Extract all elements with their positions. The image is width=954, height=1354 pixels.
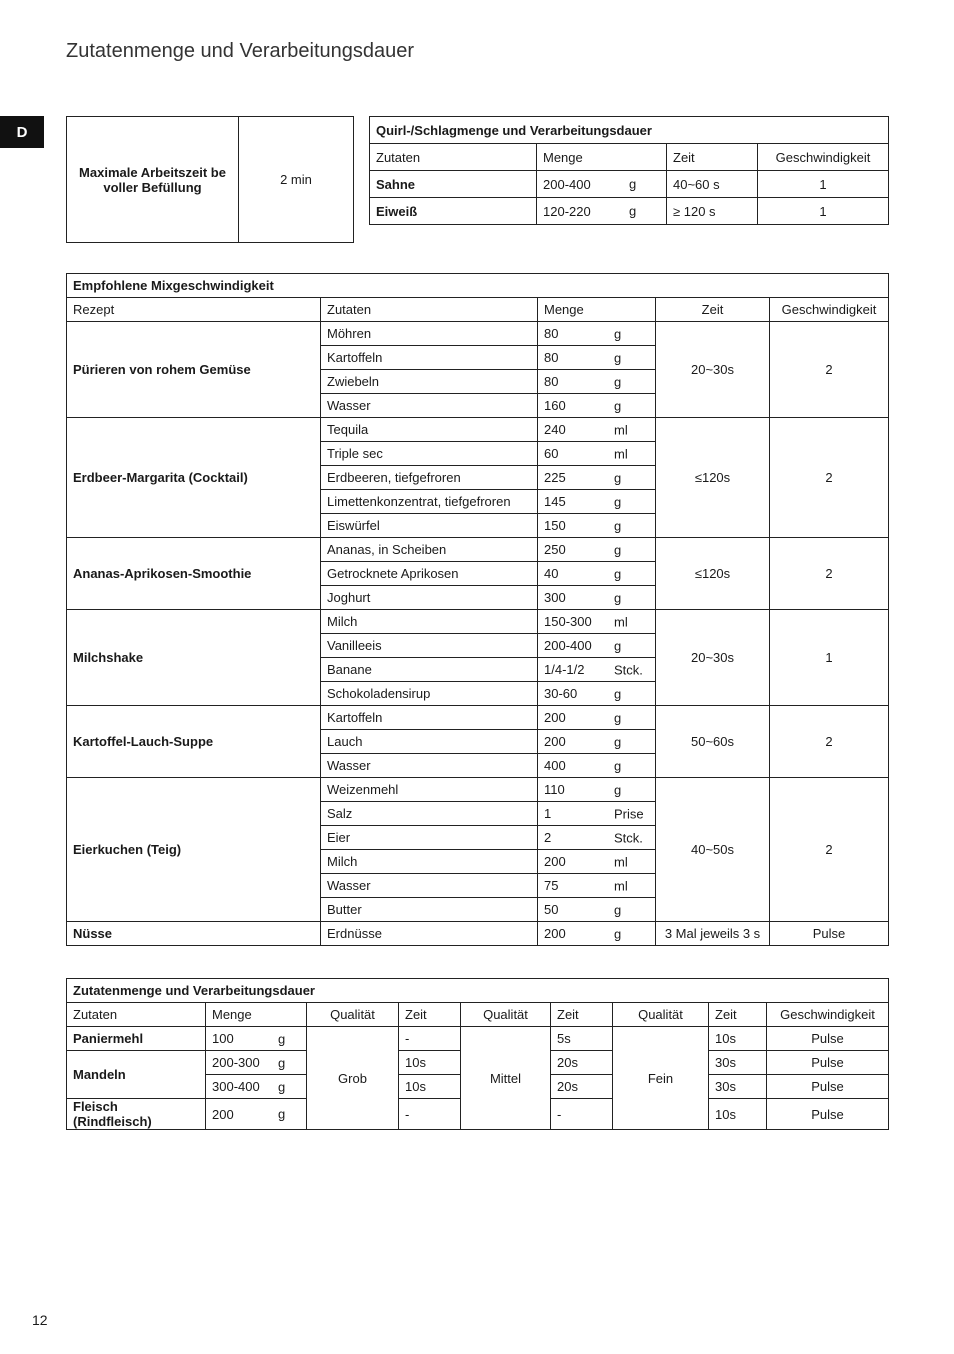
- ingredient-amount: [538, 586, 656, 610]
- recipe-name: Milchshake: [67, 610, 321, 706]
- ingredient-amount: [538, 538, 656, 562]
- amount-unit: ml: [614, 854, 628, 869]
- amount-unit: Prise: [614, 806, 644, 821]
- proc-header-time-1: Zeit: [399, 1003, 461, 1027]
- whip-time: ≥ 120 s: [667, 198, 758, 225]
- ingredient-name: Eier: [321, 826, 538, 850]
- mix-speed-table: [66, 273, 889, 946]
- ingredient-amount: [538, 922, 656, 946]
- proc-header-time-2: Zeit: [551, 1003, 613, 1027]
- whip-speed: 1: [758, 198, 889, 225]
- ingredient-name: Eiswürfel: [321, 514, 538, 538]
- ingredient-amount: [538, 802, 656, 826]
- recipe-time: ≤120s: [656, 538, 770, 610]
- ingredient-amount: [538, 754, 656, 778]
- max-time-label: Maximale Arbeitszeit be voller Befüllung: [67, 117, 239, 243]
- recipe-name: Eierkuchen (Teig): [67, 778, 321, 922]
- page-title: Zutatenmenge und Verarbeitungsdauer: [66, 40, 415, 62]
- table-row: [67, 322, 889, 346]
- proc-time-coarse: -: [399, 1027, 461, 1051]
- amount-unit: g: [614, 758, 622, 773]
- amount-value: 110: [544, 782, 565, 797]
- ingredient-amount: [538, 634, 656, 658]
- amount-unit: g: [614, 566, 622, 581]
- amount-unit: g: [629, 203, 637, 219]
- ingredient-name: Erdnüsse: [321, 922, 538, 946]
- recipe-name: Erdbeer-Margarita (Cocktail): [67, 418, 321, 538]
- proc-header-amount: Menge: [206, 1003, 307, 1027]
- amount-unit: g: [614, 350, 622, 365]
- proc-amount: [206, 1075, 307, 1099]
- ingredient-name: Wasser: [321, 874, 538, 898]
- proc-time-coarse: -: [399, 1099, 461, 1130]
- amount-value: 145: [544, 494, 566, 509]
- proc-header-time-3: Zeit: [709, 1003, 767, 1027]
- amount-unit: g: [614, 518, 622, 533]
- ingredient-name: Erdbeeren, tiefgefroren: [321, 466, 538, 490]
- proc-time-medium: 5s: [551, 1027, 613, 1051]
- ingredient-name: Wasser: [321, 394, 538, 418]
- amount-value: 400: [544, 758, 566, 773]
- ingredient-name: Getrocknete Aprikosen: [321, 562, 538, 586]
- ingredient-amount: [538, 322, 656, 346]
- amount-unit: g: [278, 1079, 286, 1094]
- amount-unit: g: [614, 686, 622, 701]
- recipe-time: 20~30s: [656, 322, 770, 418]
- proc-time-medium: 20s: [551, 1075, 613, 1099]
- max-time-value: 2 min: [239, 117, 354, 243]
- proc-time-coarse: 10s: [399, 1051, 461, 1075]
- table-row: [67, 1027, 889, 1051]
- table-row: [67, 610, 889, 634]
- whip-table-title: Quirl-/Schlagmenge und Verarbeitungsdauer: [370, 117, 889, 144]
- ingredient-name: Milch: [321, 850, 538, 874]
- amount-unit: g: [614, 734, 622, 749]
- recipe-name: Kartoffel-Lauch-Suppe: [67, 706, 321, 778]
- amount-value: 2: [544, 830, 552, 845]
- amount-value: 200: [212, 1106, 234, 1122]
- ingredient-amount: [538, 730, 656, 754]
- proc-item: Mandeln: [67, 1051, 206, 1099]
- proc-time-fine: 30s: [709, 1051, 767, 1075]
- amount-value: 40: [544, 566, 559, 581]
- ingredient-name: Limettenkonzentrat, tiefgefroren: [321, 490, 538, 514]
- proc-header-quality-2: Qualität: [461, 1003, 551, 1027]
- ingredient-name: Kartoffeln: [321, 706, 538, 730]
- ingredient-amount: [538, 514, 656, 538]
- ingredient-name: Ananas, in Scheiben: [321, 538, 538, 562]
- recipe-speed: 2: [770, 706, 889, 778]
- page-number: 12: [32, 1312, 48, 1328]
- ingredient-name: Möhren: [321, 322, 538, 346]
- ingredient-amount: [538, 394, 656, 418]
- whip-time: 40~60 s: [667, 171, 758, 198]
- whip-speed: 1: [758, 171, 889, 198]
- recipe-name: Nüsse: [67, 922, 321, 946]
- ingredient-name: Milch: [321, 610, 538, 634]
- recipe-time: 20~30s: [656, 610, 770, 706]
- ingredient-amount: [538, 466, 656, 490]
- ingredient-name: Triple sec: [321, 442, 538, 466]
- proc-header-speed: Geschwindigkeit: [767, 1003, 889, 1027]
- quality-medium: Mittel: [461, 1027, 551, 1130]
- recipe-time: 3 Mal jeweils 3 s: [656, 922, 770, 946]
- proc-amount: [206, 1027, 307, 1051]
- proc-header-quality-3: Qualität: [613, 1003, 709, 1027]
- amount-value: 300-400: [212, 1079, 260, 1094]
- ingredient-name: Vanilleeis: [321, 634, 538, 658]
- proc-table-title: Zutatenmenge und Verarbeitungsdauer: [67, 979, 889, 1003]
- ingredient-amount: [538, 682, 656, 706]
- table-row: [67, 778, 889, 802]
- recipe-speed: 1: [770, 610, 889, 706]
- mix-header-amount: Menge: [538, 298, 656, 322]
- proc-time-medium: -: [551, 1099, 613, 1130]
- proc-time-coarse: 10s: [399, 1075, 461, 1099]
- amount-value: 100: [212, 1031, 234, 1046]
- table-row: [370, 198, 889, 225]
- recipe-time: ≤120s: [656, 418, 770, 538]
- ingredient-amount: [538, 898, 656, 922]
- proc-time-fine: 30s: [709, 1075, 767, 1099]
- quality-coarse: Grob: [307, 1027, 399, 1130]
- ingredient-amount: [538, 778, 656, 802]
- amount-unit: ml: [614, 446, 628, 461]
- whip-amount: [537, 171, 667, 198]
- proc-speed: Pulse: [767, 1051, 889, 1075]
- amount-value: 300: [544, 590, 566, 605]
- amount-unit: ml: [614, 614, 628, 629]
- amount-unit: ml: [614, 878, 628, 893]
- proc-speed: Pulse: [767, 1027, 889, 1051]
- amount-value: 80: [544, 374, 559, 389]
- amount-unit: g: [278, 1106, 286, 1122]
- amount-unit: g: [614, 710, 622, 725]
- amount-value: 150-300: [544, 614, 592, 629]
- amount-value: 120-220: [543, 203, 591, 219]
- ingredient-amount: [538, 418, 656, 442]
- ingredient-amount: [538, 370, 656, 394]
- proc-time-medium: 20s: [551, 1051, 613, 1075]
- amount-value: 200: [544, 854, 566, 869]
- amount-value: 150: [544, 518, 566, 533]
- table-row: [67, 706, 889, 730]
- amount-unit: g: [614, 374, 622, 389]
- amount-value: 250: [544, 542, 566, 557]
- ingredient-amount: [538, 850, 656, 874]
- table-row: [67, 538, 889, 562]
- amount-value: 160: [544, 398, 566, 413]
- amount-value: 200-400: [544, 638, 592, 653]
- proc-item: Fleisch (Rindfleisch): [67, 1099, 206, 1130]
- whip-amount: [537, 198, 667, 225]
- whip-header-time: Zeit: [667, 144, 758, 171]
- amount-unit: g: [278, 1055, 286, 1070]
- amount-value: 60: [544, 446, 559, 461]
- ingredient-amount: [538, 610, 656, 634]
- ingredient-name: Banane: [321, 658, 538, 682]
- proc-speed: Pulse: [767, 1075, 889, 1099]
- amount-unit: g: [614, 326, 622, 341]
- amount-value: 200-400: [543, 176, 591, 192]
- amount-value: 1: [544, 806, 552, 821]
- ingredient-name: Weizenmehl: [321, 778, 538, 802]
- proc-time-fine: 10s: [709, 1027, 767, 1051]
- amount-value: 1/4-1/2: [544, 662, 585, 677]
- recipe-speed: 2: [770, 418, 889, 538]
- ingredient-amount: [538, 706, 656, 730]
- amount-value: 225: [544, 470, 566, 485]
- whip-item: Eiweiß: [370, 198, 537, 225]
- table-row: [370, 171, 889, 198]
- ingredient-amount: [538, 658, 656, 682]
- recipe-speed: 2: [770, 778, 889, 922]
- proc-header-ingredients: Zutaten: [67, 1003, 206, 1027]
- ingredient-amount: [538, 826, 656, 850]
- mix-header-time: Zeit: [656, 298, 770, 322]
- proc-speed: Pulse: [767, 1099, 889, 1130]
- amount-unit: g: [614, 902, 622, 917]
- amount-unit: g: [629, 176, 637, 192]
- mix-table-title: Empfohlene Mixgeschwindigkeit: [67, 274, 889, 298]
- proc-time-fine: 10s: [709, 1099, 767, 1130]
- amount-unit: g: [614, 470, 622, 485]
- max-time-table: [66, 116, 354, 243]
- amount-value: 240: [544, 422, 566, 437]
- amount-value: 80: [544, 350, 559, 365]
- quality-fine: Fein: [613, 1027, 709, 1130]
- amount-value: 50: [544, 902, 559, 917]
- amount-value: 200: [544, 926, 566, 941]
- recipe-time: 40~50s: [656, 778, 770, 922]
- proc-amount: [206, 1099, 307, 1130]
- ingredient-name: Schokoladensirup: [321, 682, 538, 706]
- amount-unit: Stck.: [614, 830, 643, 845]
- ingredient-name: Zwiebeln: [321, 370, 538, 394]
- recipe-speed: Pulse: [770, 922, 889, 946]
- amount-value: 200: [544, 710, 566, 725]
- amount-value: 30-60: [544, 686, 578, 701]
- recipe-name: Ananas-Aprikosen-Smoothie: [67, 538, 321, 610]
- mix-header-ingredients: Zutaten: [321, 298, 538, 322]
- amount-unit: g: [278, 1031, 286, 1046]
- amount-value: 75: [544, 878, 559, 893]
- mix-header-speed: Geschwindigkeit: [770, 298, 889, 322]
- language-tab: D: [0, 116, 44, 148]
- amount-value: 200: [544, 734, 566, 749]
- recipe-speed: 2: [770, 322, 889, 418]
- ingredient-amount: [538, 562, 656, 586]
- amount-unit: g: [614, 494, 622, 509]
- whip-table: [369, 116, 889, 225]
- amount-unit: g: [614, 398, 622, 413]
- ingredient-name: Joghurt: [321, 586, 538, 610]
- amount-unit: g: [614, 638, 622, 653]
- ingredient-name: Wasser: [321, 754, 538, 778]
- recipe-time: 50~60s: [656, 706, 770, 778]
- ingredient-name: Tequila: [321, 418, 538, 442]
- whip-item: Sahne: [370, 171, 537, 198]
- amount-value: 80: [544, 326, 559, 341]
- amount-unit: ml: [614, 422, 628, 437]
- amount-value: 200-300: [212, 1055, 260, 1070]
- amount-unit: Stck.: [614, 662, 643, 677]
- ingredient-name: Butter: [321, 898, 538, 922]
- table-row: [67, 418, 889, 442]
- amount-unit: g: [614, 542, 622, 557]
- recipe-name: Pürieren von rohem Gemüse: [67, 322, 321, 418]
- ingredient-name: Salz: [321, 802, 538, 826]
- amount-unit: g: [614, 590, 622, 605]
- proc-amount: [206, 1051, 307, 1075]
- whip-header-ingredients: Zutaten: [370, 144, 537, 171]
- table-row: [67, 922, 889, 946]
- ingredient-amount: [538, 490, 656, 514]
- ingredient-name: Lauch: [321, 730, 538, 754]
- proc-item: Paniermehl: [67, 1027, 206, 1051]
- whip-header-speed: Geschwindigkeit: [758, 144, 889, 171]
- processing-table: [66, 978, 889, 1130]
- proc-header-quality-1: Qualität: [307, 1003, 399, 1027]
- ingredient-amount: [538, 346, 656, 370]
- amount-unit: g: [614, 782, 622, 797]
- ingredient-name: Kartoffeln: [321, 346, 538, 370]
- mix-header-recipe: Rezept: [67, 298, 321, 322]
- amount-unit: g: [614, 926, 622, 941]
- whip-header-amount: Menge: [537, 144, 667, 171]
- recipe-speed: 2: [770, 538, 889, 610]
- ingredient-amount: [538, 442, 656, 466]
- ingredient-amount: [538, 874, 656, 898]
